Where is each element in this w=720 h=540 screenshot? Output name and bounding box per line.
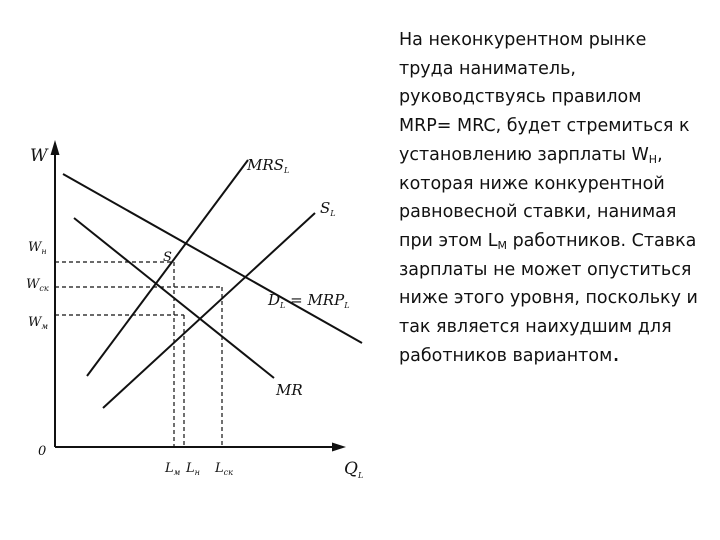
demand-curve-label: DL = MRPL	[268, 291, 350, 310]
text-sub-h: Н	[648, 152, 658, 166]
text-part-3: работников. Ставка зарплаты не может опуститься ниже этого уровня, поскольку и так является наихудшим для работников вариантом	[399, 230, 698, 366]
text-part-1: На неконкурентном рынке труда наниматель, руководствуясь правилом MRP= MRC, будет стремиться к установлению зарплаты W	[399, 30, 690, 165]
w-ck-label: Wск	[26, 277, 49, 293]
mr-curve-label: MR	[276, 381, 303, 399]
guide-lines	[55, 262, 222, 447]
w-axis-arrow	[51, 140, 60, 155]
mrc-curve	[87, 160, 248, 376]
explanation-text	[399, 26, 699, 370]
w-axis-label: W	[30, 146, 48, 166]
text-part-2: , которая ниже конкурентной равновесной ставки, нанимая при этом L	[399, 144, 677, 251]
text-end-period: .	[612, 338, 620, 367]
l-h-label: Lн	[186, 461, 200, 477]
point-s-label: S	[163, 250, 172, 265]
q-axis-arrow	[332, 443, 346, 452]
supply-curve-label: SL	[320, 199, 336, 218]
l-ck-label: Lск	[215, 461, 233, 477]
q-axis-label: $Q_L$	[344, 459, 364, 480]
text-sub-m: М	[497, 238, 508, 252]
origin-label: 0	[38, 444, 47, 459]
mrc-curve-label: MRSL	[247, 156, 290, 175]
w-m-label: Wм	[28, 315, 49, 331]
w-h-label: Wн	[28, 240, 47, 256]
demand-curve	[63, 174, 362, 343]
l-m-label: Lм	[165, 461, 181, 477]
